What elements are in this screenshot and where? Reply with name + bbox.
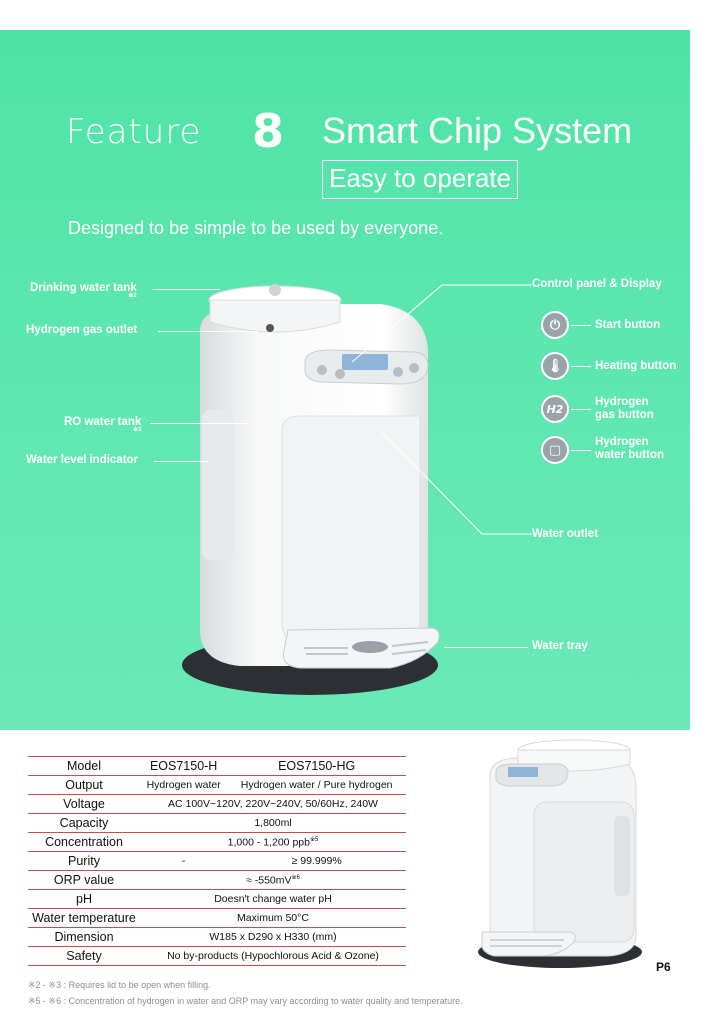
power-icon: ⏻ [541, 311, 569, 339]
table-cell: EOS7150-HG [227, 757, 406, 776]
table-cell: ORP value [28, 871, 140, 890]
hydrogen-water-button-label: Hydrogen water button [595, 436, 664, 461]
table-cell: Voltage [28, 795, 140, 814]
leader-line [571, 450, 591, 451]
thermometer-icon: 🌡 [541, 352, 569, 380]
table-cell: No by-products (Hypochlorous Acid & Ozone) [140, 947, 406, 966]
product-photo-small [474, 736, 644, 972]
callout-water-level-indicator: Water level indicator [26, 454, 139, 466]
callout-hydrogen-gas-outlet: Hydrogen gas outlet [26, 324, 138, 336]
table-cell: 1,800ml [140, 814, 406, 833]
callout-drinking-water-tank: Drinking water tank ※2 [30, 282, 137, 299]
h2-icon: H2 [541, 395, 569, 423]
table-cell: EOS7150-H [140, 757, 227, 776]
table-cell: Maximum 50°C [140, 909, 406, 928]
leader-line-control-panel [350, 284, 534, 364]
heating-button-label: Heating button [595, 360, 677, 372]
table-cell: Doesn't change water pH [140, 890, 406, 909]
table-cell: Hydrogen water [140, 776, 227, 795]
table-cell: Safety [28, 947, 140, 966]
table-cell: Purity [28, 852, 140, 871]
table-cell: ≥ 99.999% [227, 852, 406, 871]
leader-line [444, 647, 528, 648]
leader-line [158, 331, 258, 332]
callout-water-tray: Water tray [532, 640, 588, 652]
table-row [28, 852, 406, 871]
table-header-row [28, 757, 406, 776]
table-cell: ≈ $-550mV^{※6}$ [140, 871, 406, 890]
table-cell: Hydrogen water / Pure hydrogen [227, 776, 406, 795]
table-cell: - [140, 852, 227, 871]
start-button-label: Start button [595, 319, 661, 331]
table-cell: Output [28, 776, 140, 795]
feature-number: 8 [252, 104, 285, 158]
table-cell: pH [28, 890, 140, 909]
page-number: P6 [656, 960, 671, 974]
hydrogen-gas-button-label: Hydrogen gas button [595, 396, 654, 421]
footnote: ※2 - ※3 : Requires lid to be open when filling. [28, 980, 211, 990]
feature-word: Feature [66, 112, 202, 152]
leader-line [152, 289, 220, 290]
leader-line [154, 461, 208, 462]
table-row [28, 928, 406, 947]
table-row [28, 871, 406, 890]
table-row [28, 814, 406, 833]
leader-line [571, 409, 591, 410]
callout-control-panel: Control panel & Display [532, 278, 662, 290]
leader-line-water-outlet [378, 428, 534, 538]
table-row [28, 947, 406, 966]
spec-table [28, 756, 406, 966]
table-cell: Dimension [28, 928, 140, 947]
table-cell: 1,000 - 1,200 ppb$^{※5}$ [140, 833, 406, 852]
subtitle-box: Easy to operate [322, 160, 518, 199]
leader-line [571, 366, 591, 367]
tagline: Designed to be simple to be used by everyone. [68, 218, 444, 238]
cup-icon: ▢ [541, 436, 569, 464]
table-cell: W185 x D290 x H330 (mm) [140, 928, 406, 947]
table-row [28, 909, 406, 928]
callout-ro-water-tank: RO water tank ※3 [64, 416, 142, 433]
table-row [28, 776, 406, 795]
table-cell: Capacity [28, 814, 140, 833]
table-cell: Concentration [28, 833, 140, 852]
footnote: ※5 - ※6 : Concentration of hydrogen in water and ORP may vary according to water quality and temperature. [28, 996, 463, 1006]
table-cell: Water temperature [28, 909, 140, 928]
table-row [28, 890, 406, 909]
page-title: Smart Chip System [322, 110, 633, 151]
leader-line [571, 325, 591, 326]
table-cell: AC 100V~120V, 220V~240V, 50/60Hz, 240W [140, 795, 406, 814]
table-cell: Model [28, 757, 140, 776]
table-row [28, 833, 406, 852]
leader-line [150, 423, 250, 424]
callout-water-outlet: Water outlet [532, 528, 599, 540]
table-row [28, 795, 406, 814]
